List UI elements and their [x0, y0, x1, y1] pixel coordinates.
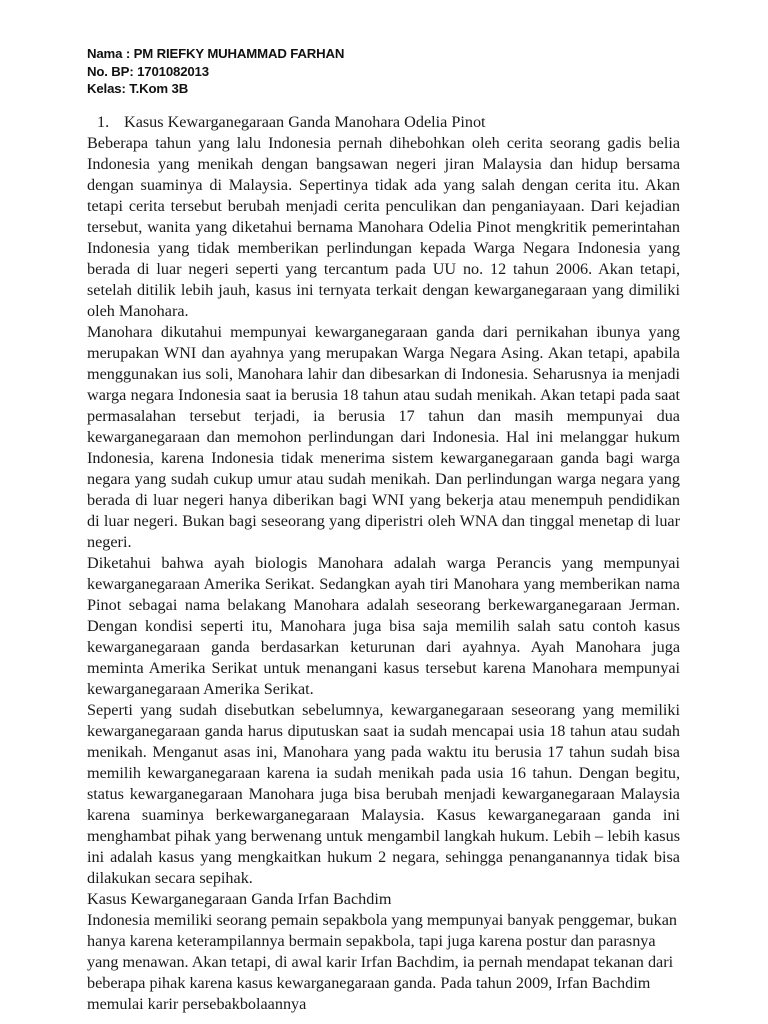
student-info-header: [87, 45, 680, 98]
section-two-heading: Kasus Kewarganegaraan Ganda Irfan Bachdim: [87, 889, 392, 908]
section-two-paragraph-1: Indonesia memiliki seorang pemain sepakbola yang mempunyai banyak penggemar, bukan hanya karena keterampilannya bermain sepakbola, tapi juga karena postur dan parasnya yang menawan. Akan tetapi, di awal karir Irfan Bachdim, ia pernah mendapat tekanan dari beberapa pihak karena kasus kewarganegaraan ganda. Pada tahun 2009, Irfan Bachdim memulai karir persebakbolaannya: [87, 910, 678, 1013]
section-one-number: 1.: [97, 112, 110, 131]
section-one-paragraph-2: Manohara dikutahui mempunyai kewarganegaraan ganda dari pernikahan ibunya yang merupakan WNI dan ayahnya yang merupakan Warga Negara Asing. Akan tetapi, apabila menggunakan ius soli, Manohara lahir dan dibesarkan di Indonesia. Seharusnya ia menjadi warga negara Indonesia saat ia berusia 18 tahun atau sudah menikah. Akan tetapi pada saat permasalahan tersebut terjadi, ia berusia 17 tahun dan masih mempunyai dua kewarganegaraan dan memohon perlindungan dari Indonesia. Hal ini melanggar hukum Indonesia, karena Indonesia tidak menerima sistem kewarganegaraan ganda bagi warga negara yang sudah cukup umur atau sudah menikah. Dan perlindungan warga negara yang berada di luar negeri hanya diberikan bagi WNI yang bekerja atau menempuh pendidikan di luar negeri. Bukan bagi seseorang yang diperistri oleh WNA dan tinggal menetap di luar negeri.: [87, 322, 680, 551]
section-one-paragraph-4: Seperti yang sudah disebutkan sebelumnya, kewarganegaraan seseorang yang memiliki kewarganegaraan ganda harus diputuskan saat ia sudah mencapai usia 18 tahun atau sudah menikah. Menganut asas ini, Manohara yang pada waktu itu berusia 17 tahun sudah bisa memilih kewarganegaraan karena ia sudah menikah pada usia 16 tahun. Dengan begitu, status kewarganegaraan Manohara juga bisa berubah menjadi kewarganegaraan Malaysia karena suaminya berkewarganegaraan Malaysia. Kasus kewarganegaraan ganda ini menghambat pihak yang berwenang untuk mengambil langkah hukum. Lebih – lebih kasus ini adalah kasus yang mengkaitkan hukum 2 negara, sehingga penanganannya tidak bisa dilakukan secara sepihak.: [87, 700, 680, 887]
header-body-spacer: [87, 98, 680, 112]
student-class-line: Kelas: T.Kom 3B: [87, 81, 189, 97]
student-bp-line: No. BP: 1701082013: [87, 63, 209, 79]
section-one-title: Kasus Kewarganegaraan Ganda Manohara Odelia Pinot: [124, 112, 486, 131]
section-one-paragraph-3: Diketahui bahwa ayah biologis Manohara adalah warga Perancis yang mempunyai kewarganegaraan Amerika Serikat. Sedangkan ayah tiri Manohara yang memberikan nama Pinot sebagai nama belakang Manohara adalah seseorang berkewarganegaraan Jerman. Dengan kondisi seperti itu, Manohara juga bisa saja memilih salah satu contoh kasus kewarganegaraan ganda berdasarkan keturunan dari ayahnya. Ayah Manohara juga meminta Amerika Serikat untuk menangani kasus tersebut karena Manohara mempunyai kewarganegaraan Amerika Serikat.: [87, 553, 680, 698]
student-name-line: Nama : PM RIEFKY MUHAMMAD FARHAN: [87, 46, 345, 61]
section-one-paragraph-1: Beberapa tahun yang lalu Indonesia pernah dihebohkan oleh cerita seorang gadis belia Indonesia yang menikah dengan bangsawan negeri jiran Malaysia dan hidup bersama dengan suaminya di Malaysia. Sepertinya tidak ada yang salah dengan cerita itu. Akan tetapi cerita tersebut berubah menjadi cerita penculikan dan penganiayaan. Dari kejadian tersebut, wanita yang diketahui bernama Manohara Odelia Pinot mengkritik pemerintahan Indonesia yang tidak memberikan perlindungan kepada Warga Negara Indonesia yang berada di luar negeri seperti yang tercantum pada UU no. 12 tahun 2006. Akan tetapi, setelah ditilik lebih jauh, kasus ini ternyata terkait dengan kewarganegaraan yang dimiliki oleh Manohara.: [87, 133, 680, 320]
section-one-heading: [87, 112, 680, 133]
